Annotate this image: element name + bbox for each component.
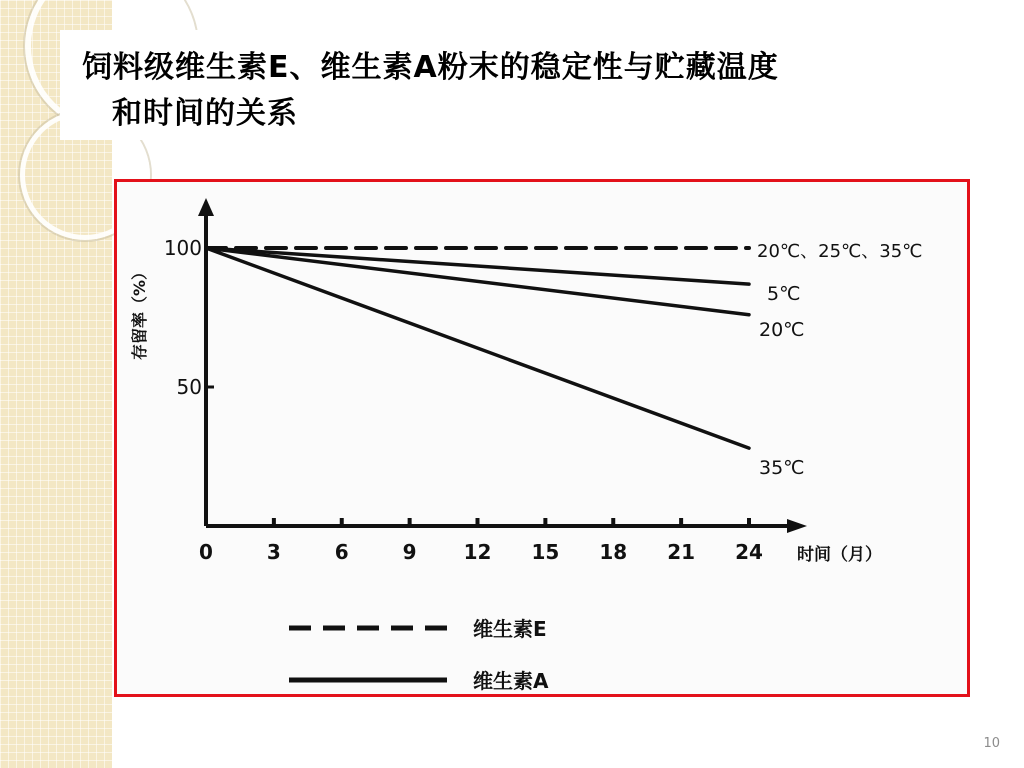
x-tick-label: 3 xyxy=(266,540,281,564)
x-tick-label: 9 xyxy=(402,540,417,564)
x-tick xyxy=(476,518,480,526)
legend-label: 维生素E xyxy=(473,617,547,641)
x-axis-arrow xyxy=(787,519,807,533)
x-tick-label: 6 xyxy=(334,540,349,564)
title-box xyxy=(60,30,960,140)
y-axis-arrow xyxy=(198,198,214,216)
series-label: 20℃、25℃、35℃ xyxy=(757,241,923,262)
x-tick-label: 0 xyxy=(199,540,213,564)
x-tick xyxy=(340,518,344,526)
series-label: 5℃ xyxy=(767,283,801,305)
x-tick xyxy=(408,518,412,526)
x-tick xyxy=(679,518,683,526)
x-tick-label: 15 xyxy=(531,540,560,564)
series-line xyxy=(206,248,749,315)
stability-chart xyxy=(117,182,967,694)
y-axis-title: 存留率（%） xyxy=(130,263,149,361)
series-label: 20℃ xyxy=(759,319,805,341)
series-label: 35℃ xyxy=(759,457,805,479)
chart-frame xyxy=(114,179,970,697)
x-tick-label: 24 xyxy=(735,540,763,564)
slide-title-line-1: 饲料级维生素E、维生素A粉末的稳定性与贮藏温度 xyxy=(82,50,779,85)
x-tick xyxy=(272,518,276,526)
x-tick-label: 21 xyxy=(667,540,696,564)
x-tick xyxy=(543,518,547,526)
y-tick-label: 100 xyxy=(163,236,202,260)
x-axis-title: 时间（月） xyxy=(797,545,882,565)
x-tick xyxy=(747,518,751,526)
x-tick-label: 18 xyxy=(599,540,628,564)
slide-title-line-2: 和时间的关系 xyxy=(112,96,298,131)
y-tick-label: 50 xyxy=(176,375,202,399)
legend-label: 维生素A xyxy=(473,669,549,693)
x-tick xyxy=(611,518,615,526)
page-number: 10 xyxy=(983,736,1000,751)
x-tick-label: 12 xyxy=(463,540,492,564)
